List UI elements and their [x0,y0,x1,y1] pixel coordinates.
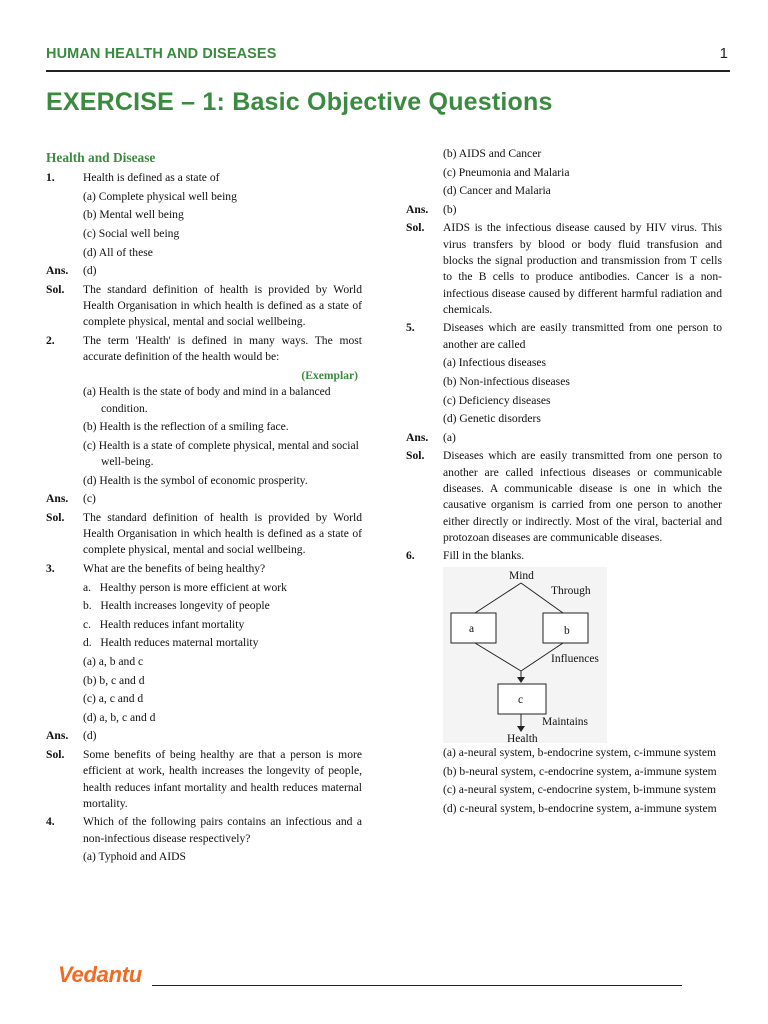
section-heading: Health and Disease [46,150,156,165]
diagram-label-a: a [469,622,475,635]
diagram-label-health: Health [507,732,538,743]
left-column [46,148,362,868]
answer-value: (a) [443,430,456,444]
question-number: 3. [46,561,55,575]
statement-item: b. Health increases longevity of people [83,599,270,613]
footer-divider [152,985,682,986]
question-number: 5. [406,321,415,335]
diagram-label-influences: Influences [551,652,599,665]
diagram-label-c: c [518,693,524,706]
solution-text: The standard definition of health is provided by World Health Organisation in which health is defined as a state of complete physical, mental and social wellbeing. [83,510,362,557]
solution [406,448,722,546]
question-4 [46,814,362,847]
diagram-label-maintains: Maintains [542,715,588,728]
question-1 [46,170,362,186]
page-number: 1 [719,45,728,62]
option: (c) Pneumonia and Malaria [443,165,570,179]
solution-text: Some benefits of being healthy are that a person is more efficient at work, health increases the longevity of people, health reduces infant mortality and health reduces maternal mortality. [83,747,362,810]
option: (a) Health is the state of body and mind in a balanced condition. [83,385,331,415]
mind-health-diagram [443,567,607,743]
diagram-label-mind: Mind [509,569,534,582]
answer-label: Ans. [406,202,429,216]
option: (c) a-neural system, c-endocrine system, b-immune system [443,783,717,797]
option: (b) Health is the reflection of a smiling face. [83,420,289,434]
answer [406,202,722,218]
vedantu-logo: Vedantu [58,962,142,987]
solution [46,510,362,559]
option: (b) b-neural system, c-endocrine system, a-immune system [443,764,717,778]
question-text: Diseases which are easily transmitted from one person to another are called [443,321,722,351]
option: (a) a-neural system, b-endocrine system, c-immune system [443,745,717,759]
option: (d) c-neural system, b-endocrine system, a-immune system [443,801,717,815]
answer-value: (d) [83,264,97,278]
question-number: 6. [406,549,415,563]
exercise-title: EXERCISE – 1: Basic Objective Questions [46,88,553,116]
solution [406,220,722,318]
statement-item: c. Health reduces infant mortality [83,617,245,631]
question-6 [406,548,722,564]
answer [46,728,362,744]
statement-item: d. Health reduces maternal mortality [83,636,259,650]
chapter-title: HUMAN HEALTH AND DISEASES [46,46,277,62]
option: (a) Complete physical well being [83,189,237,203]
answer-label: Ans. [46,264,69,278]
question-5 [406,320,722,353]
answer-label: Ans. [406,430,429,444]
page-header [46,44,730,72]
option: (b) AIDS and Cancer [443,147,542,160]
option: (c) Social well being [83,227,180,241]
exemplar-tag: (Exemplar) [301,368,358,382]
question-text: The term 'Health' is defined in many ways. The most accurate definition of the health would be: [83,334,362,364]
solution [46,282,362,331]
option: (c) Deficiency diseases [443,393,551,407]
diagram-label-through: Through [551,584,591,597]
question-number: 2. [46,334,55,348]
flow-diagram-svg [443,567,607,743]
diagram-label-b: b [564,624,570,637]
right-column [406,146,722,819]
question-text: Which of the following pairs contains an infectious and a non-infectious disease respectively? [83,815,362,845]
option: (d) a, b, c and d [83,710,156,724]
solution-label: Sol. [406,449,425,463]
option: (d) Health is the symbol of economic prosperity. [83,473,308,487]
answer [46,491,362,507]
question-text: Fill in the blanks. [443,549,525,563]
statement-item: a. Healthy person is more efficient at work [83,580,287,594]
option: (d) Cancer and Malaria [443,184,551,198]
option: (a) Infectious diseases [443,356,547,370]
option: (d) Genetic disorders [443,412,541,426]
answer-value: (d) [83,729,97,743]
answer [406,430,722,446]
solution-text: The standard definition of health is provided by World Health Organisation in which health is defined as a state of complete physical, mental and social wellbeing. [83,282,362,329]
solution-label: Sol. [46,282,65,296]
question-number: 1. [46,171,55,185]
option: (b) Mental well being [83,208,184,222]
solution [46,747,362,812]
answer-label: Ans. [46,492,69,506]
question-3 [46,561,362,577]
question-2 [46,333,362,366]
solution-text: Diseases which are easily transmitted from one person to another are called infectious diseases or communicable diseases. A communicable disease is one in which the causative organism is carried from one person to another either directly or indirectly. Most of the viral, bacterial and protozoan diseases are communicable diseases. [443,449,722,544]
solution-text: AIDS is the infectious disease caused by HIV virus. This virus transfers by blood or body fluid transfusion and blocks the signal production and transmission from T cells to the B cells to produce antibodies. Cancer is a non-infectious disease caused by different harmful radiation and chemicals. [443,221,722,316]
option: (a) a, b and c [83,654,144,668]
solution-label: Sol. [406,221,425,235]
option: (b) Non-infectious diseases [443,374,570,388]
solution-label: Sol. [46,747,65,761]
question-number: 4. [46,815,55,829]
answer [46,263,362,279]
option: (a) Typhoid and AIDS [83,850,186,864]
option: (d) All of these [83,245,153,259]
option: (b) b, c and d [83,673,145,687]
option: (c) Health is a state of complete physical, mental and social well-being. [83,438,359,469]
solution-label: Sol. [46,510,65,524]
answer-value: (b) [443,202,457,216]
answer-label: Ans. [46,729,69,743]
question-text: What are the benefits of being healthy? [83,561,266,575]
option: (c) a, c and d [83,692,144,706]
answer-value: (c) [83,492,96,506]
question-text: Health is defined as a state of [83,171,220,185]
